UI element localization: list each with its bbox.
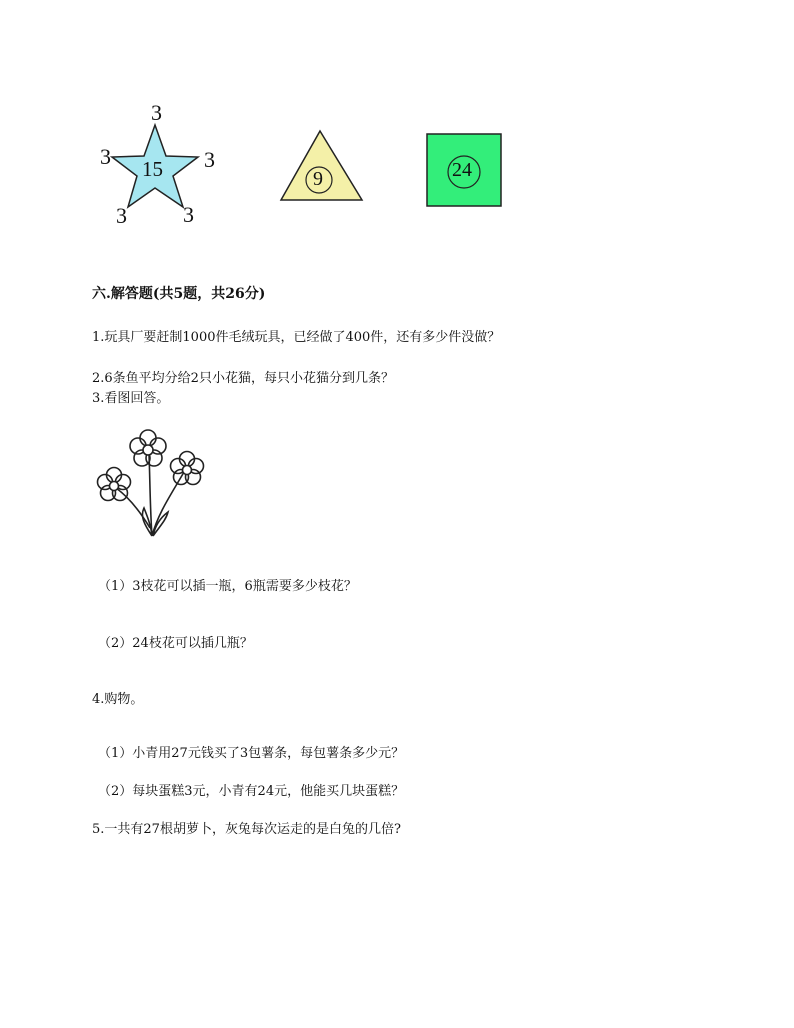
flower-icon xyxy=(92,428,212,540)
question-5: 5.一共有27根胡萝卜，灰兔每次运走的是白兔的几倍? xyxy=(92,822,401,837)
section-title: 六.解答题(共5题，共26分) xyxy=(92,286,266,302)
triangle-center-number: 9 xyxy=(313,168,323,190)
question-4-sub-1: （1）小青用27元钱买了3包薯条，每包薯条多少元？ xyxy=(98,746,405,761)
question-3-title: 3.看图回答。 xyxy=(92,391,170,406)
question-2: 2.6条鱼平均分给2只小花猫，每只小花猫分到几条？ xyxy=(92,371,394,386)
triangle-figure xyxy=(278,128,366,204)
question-4-title: 4.购物。 xyxy=(92,692,144,707)
star-center-number: 15 xyxy=(142,157,163,181)
square-figure xyxy=(426,133,502,207)
triangle-shape xyxy=(278,128,366,204)
star-top-number: 3 xyxy=(151,100,162,125)
star-left-number: 3 xyxy=(100,144,111,169)
question-3-sub-1: （1）3枝花可以插一瓶，6瓶需要多少枝花？ xyxy=(98,579,357,594)
flower-illustration xyxy=(92,428,212,540)
star-bottom-right-number: 3 xyxy=(183,202,194,227)
star-bottom-left-number: 3 xyxy=(116,203,127,228)
star-figure xyxy=(95,100,225,230)
question-1: 1.玩具厂要赶制1000件毛绒玩具，已经做了400件，还有多少件没做？ xyxy=(92,330,501,345)
question-3-sub-2: （2）24枝花可以插几瓶？ xyxy=(98,636,253,651)
star-right-number: 3 xyxy=(204,147,215,172)
square-center-number: 24 xyxy=(452,159,472,181)
question-4-sub-2: （2）每块蛋糕3元，小青有24元，他能买几块蛋糕？ xyxy=(98,784,405,799)
